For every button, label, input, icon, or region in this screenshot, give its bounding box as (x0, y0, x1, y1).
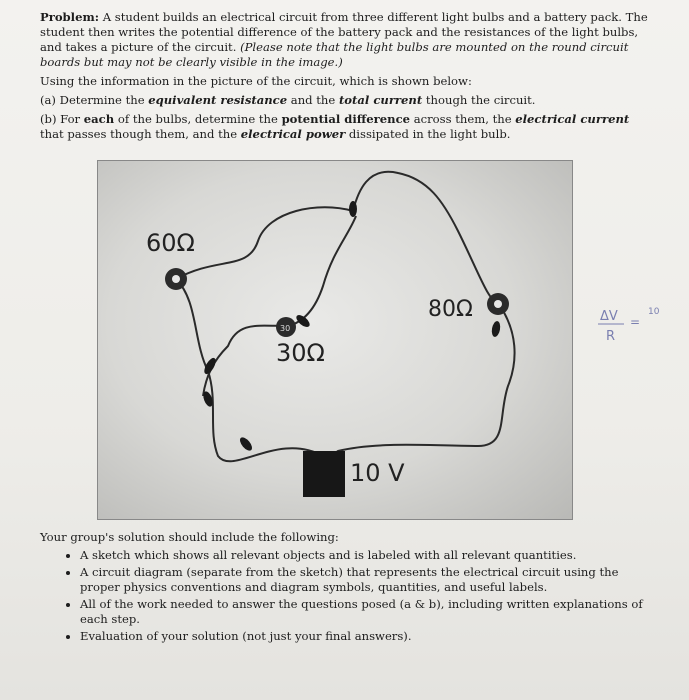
label-80-ohm: 80Ω (428, 297, 473, 322)
note-denominator: R (606, 329, 616, 344)
question-a: (a) Determine the equivalent resistance and the total current though the circuit. (40, 93, 536, 107)
battery-pack (303, 451, 345, 497)
note-equals: = (630, 315, 641, 329)
circuit-drawing (98, 161, 572, 519)
bulb-30-ohm (276, 317, 296, 337)
label-battery-voltage: 10 V (350, 459, 405, 487)
list-item: • A sketch which shows all relevant objects and is labeled with all relevant quantities. (80, 548, 650, 563)
circuit-photo (97, 160, 573, 520)
note-value: 10 (648, 307, 660, 317)
solution-requirements (40, 530, 650, 646)
problem-statement (40, 10, 650, 146)
list-item: • All of the work needed to answer the questions posed (a & b), including written explanations of each step. (80, 597, 650, 627)
bulb-80-ohm (487, 293, 509, 315)
problem-note: (Please note that the light bulbs are mounted on the round circuit boards but may not be clearly visible in the image.) (40, 40, 629, 69)
bulb-60-ohm (165, 268, 187, 290)
requirements-list (40, 548, 650, 644)
label-30-ohm: 30Ω (276, 339, 325, 367)
instruction-text: Using the information in the picture of the circuit, which is shown below: (40, 74, 472, 88)
bulb-30-mark: 30 (280, 324, 291, 333)
margin-fraction (596, 300, 676, 350)
solution-intro: Your group's solution should include the following: (40, 530, 339, 544)
problem-label: Problem: (40, 10, 99, 24)
problem-text: A student builds an electrical circuit from three different light bulbs and a battery pack. The student then writes the potential difference of the battery pack and the resistances of the light bulbs, and takes a picture of the circuit. (40, 10, 648, 54)
list-item: • A circuit diagram (separate from the sketch) that represents the electrical circuit using the proper physics conventions and diagram symbols, quantities, and useful labels. (80, 565, 650, 595)
problem-paragraph (40, 10, 650, 70)
note-numerator: ΔV (600, 309, 618, 324)
list-item: • Evaluation of your solution (not just your final answers). (80, 629, 650, 644)
label-60-ohm: 60Ω (146, 229, 195, 257)
handwritten-margin-note (596, 300, 676, 350)
question-b: (b) For each of the bulbs, determine the potential difference across them, the electrical current that passes though them, and the electrical power dissipated in the light bulb. (40, 112, 630, 141)
